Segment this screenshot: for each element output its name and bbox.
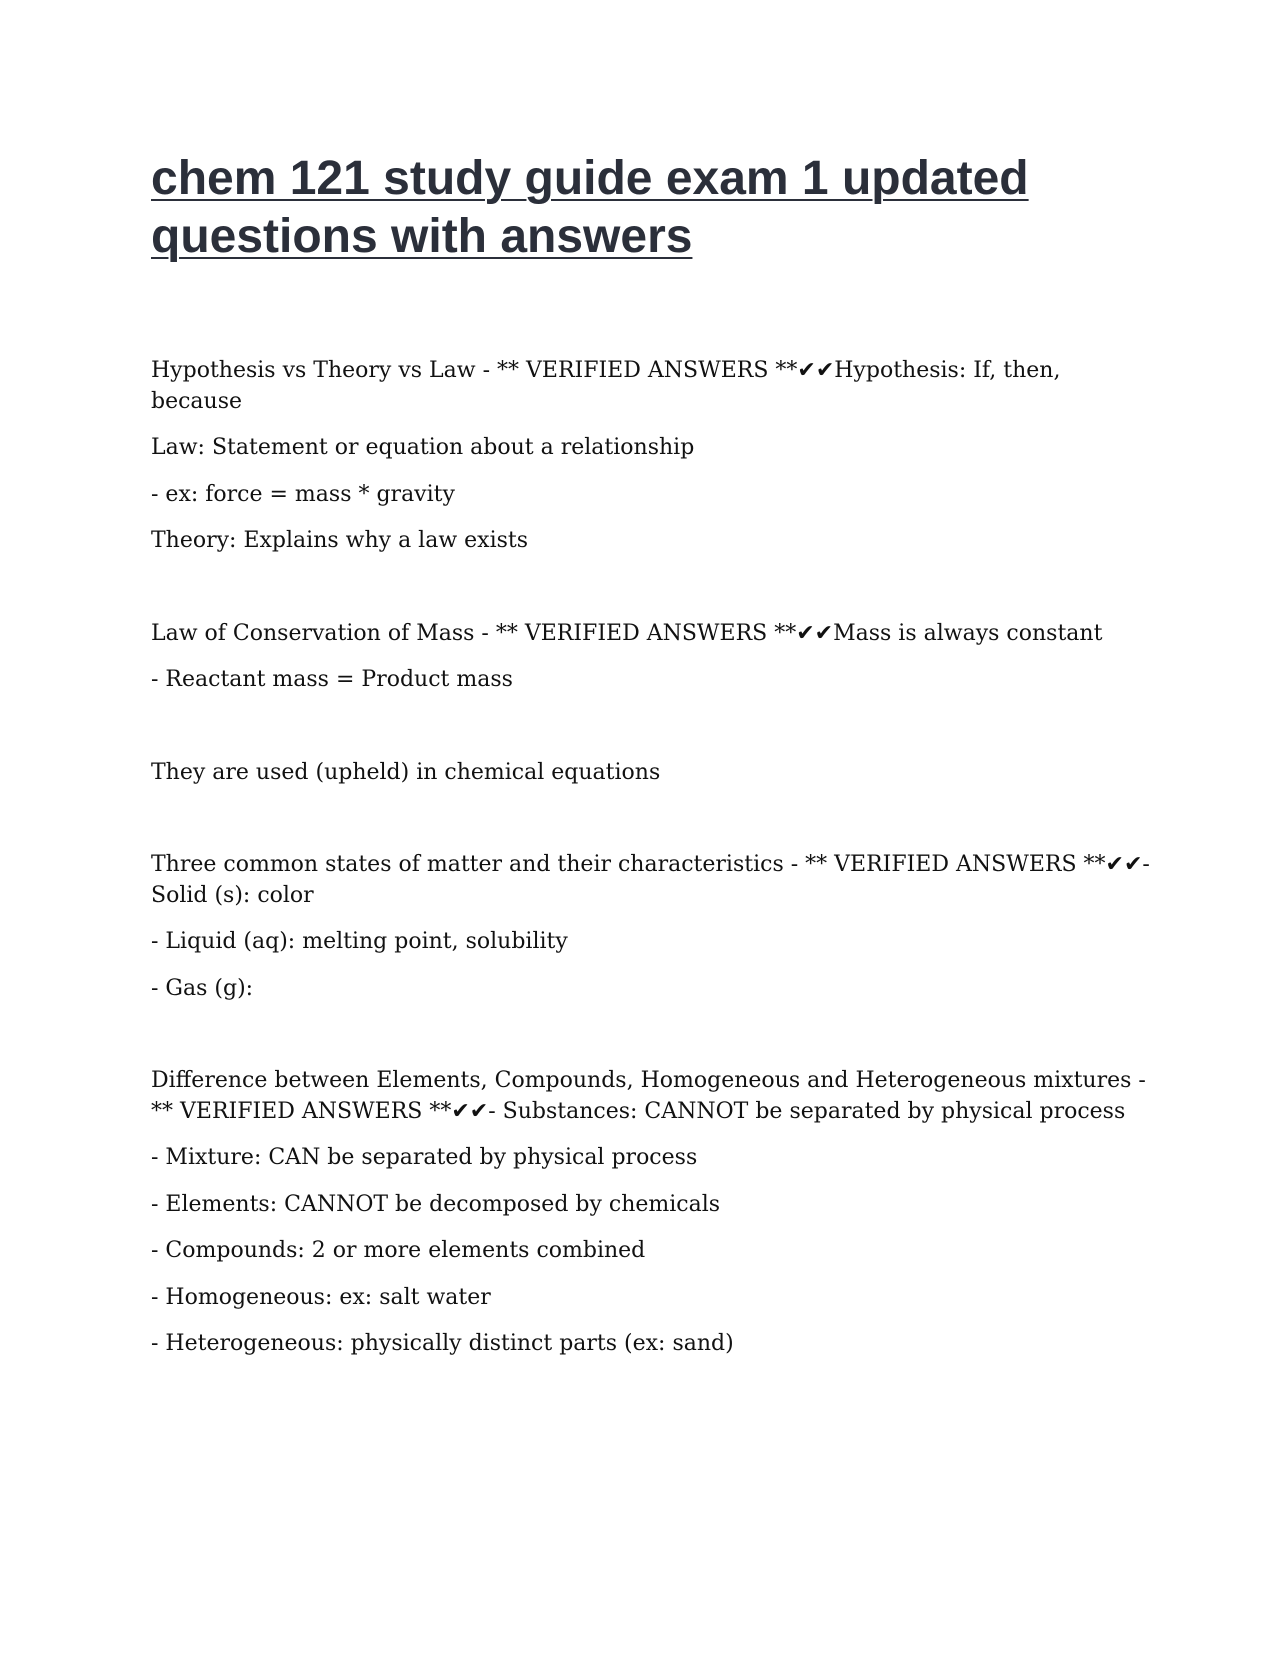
section-heading: Difference between Elements, Compounds, Homogeneous and Heterogeneous mixtures - ** VERIFIED ANSWERS **✔✔- Substances: CANNOT be separated by physical process — [151, 1068, 1146, 1124]
section-line: They are used (upheld) in chemical equations — [151, 759, 661, 785]
section-line: - Reactant mass = Product mass — [151, 667, 513, 692]
section-line: - Liquid (aq): melting point, solubility — [151, 929, 568, 954]
section-heading: Hypothesis vs Theory vs Law - ** VERIFIED ANSWERS **✔✔Hypothesis: If, then, because — [151, 358, 1061, 414]
section-line: - ex: force = mass * gravity — [151, 481, 455, 507]
section-line: - Elements: CANNOT be decomposed by chemicals — [151, 1191, 721, 1217]
section-hypothesis-theory-law — [151, 356, 1151, 557]
section-line: - Homogeneous: ex: salt water — [151, 1284, 491, 1310]
section-heading: Law of Conservation of Mass - ** VERIFIED ANSWERS **✔✔Mass is always constant — [151, 620, 1103, 646]
document-content — [151, 150, 1151, 1422]
section-line: Law: Statement or equation about a relationship — [151, 435, 695, 460]
section-heading: Three common states of matter and their characteristics - ** VERIFIED ANSWERS **✔✔- Solid (s): color — [151, 852, 1150, 908]
document-title: chem 121 study guide exam 1 updated questions with answers — [151, 152, 1029, 263]
section-line: Theory: Explains why a law exists — [151, 528, 529, 553]
section-conservation-of-mass — [151, 619, 1151, 789]
document-body — [151, 356, 1151, 1360]
section-elements-compounds-mixtures — [151, 1066, 1151, 1360]
section-line: - Heterogeneous: physically distinct parts (ex: sand) — [151, 1331, 734, 1356]
section-line: - Gas (g): — [151, 975, 254, 1001]
section-states-of-matter — [151, 850, 1151, 1004]
section-line: - Mixture: CAN be separated by physical process — [151, 1145, 698, 1170]
section-line: - Compounds: 2 or more elements combined — [151, 1238, 646, 1263]
